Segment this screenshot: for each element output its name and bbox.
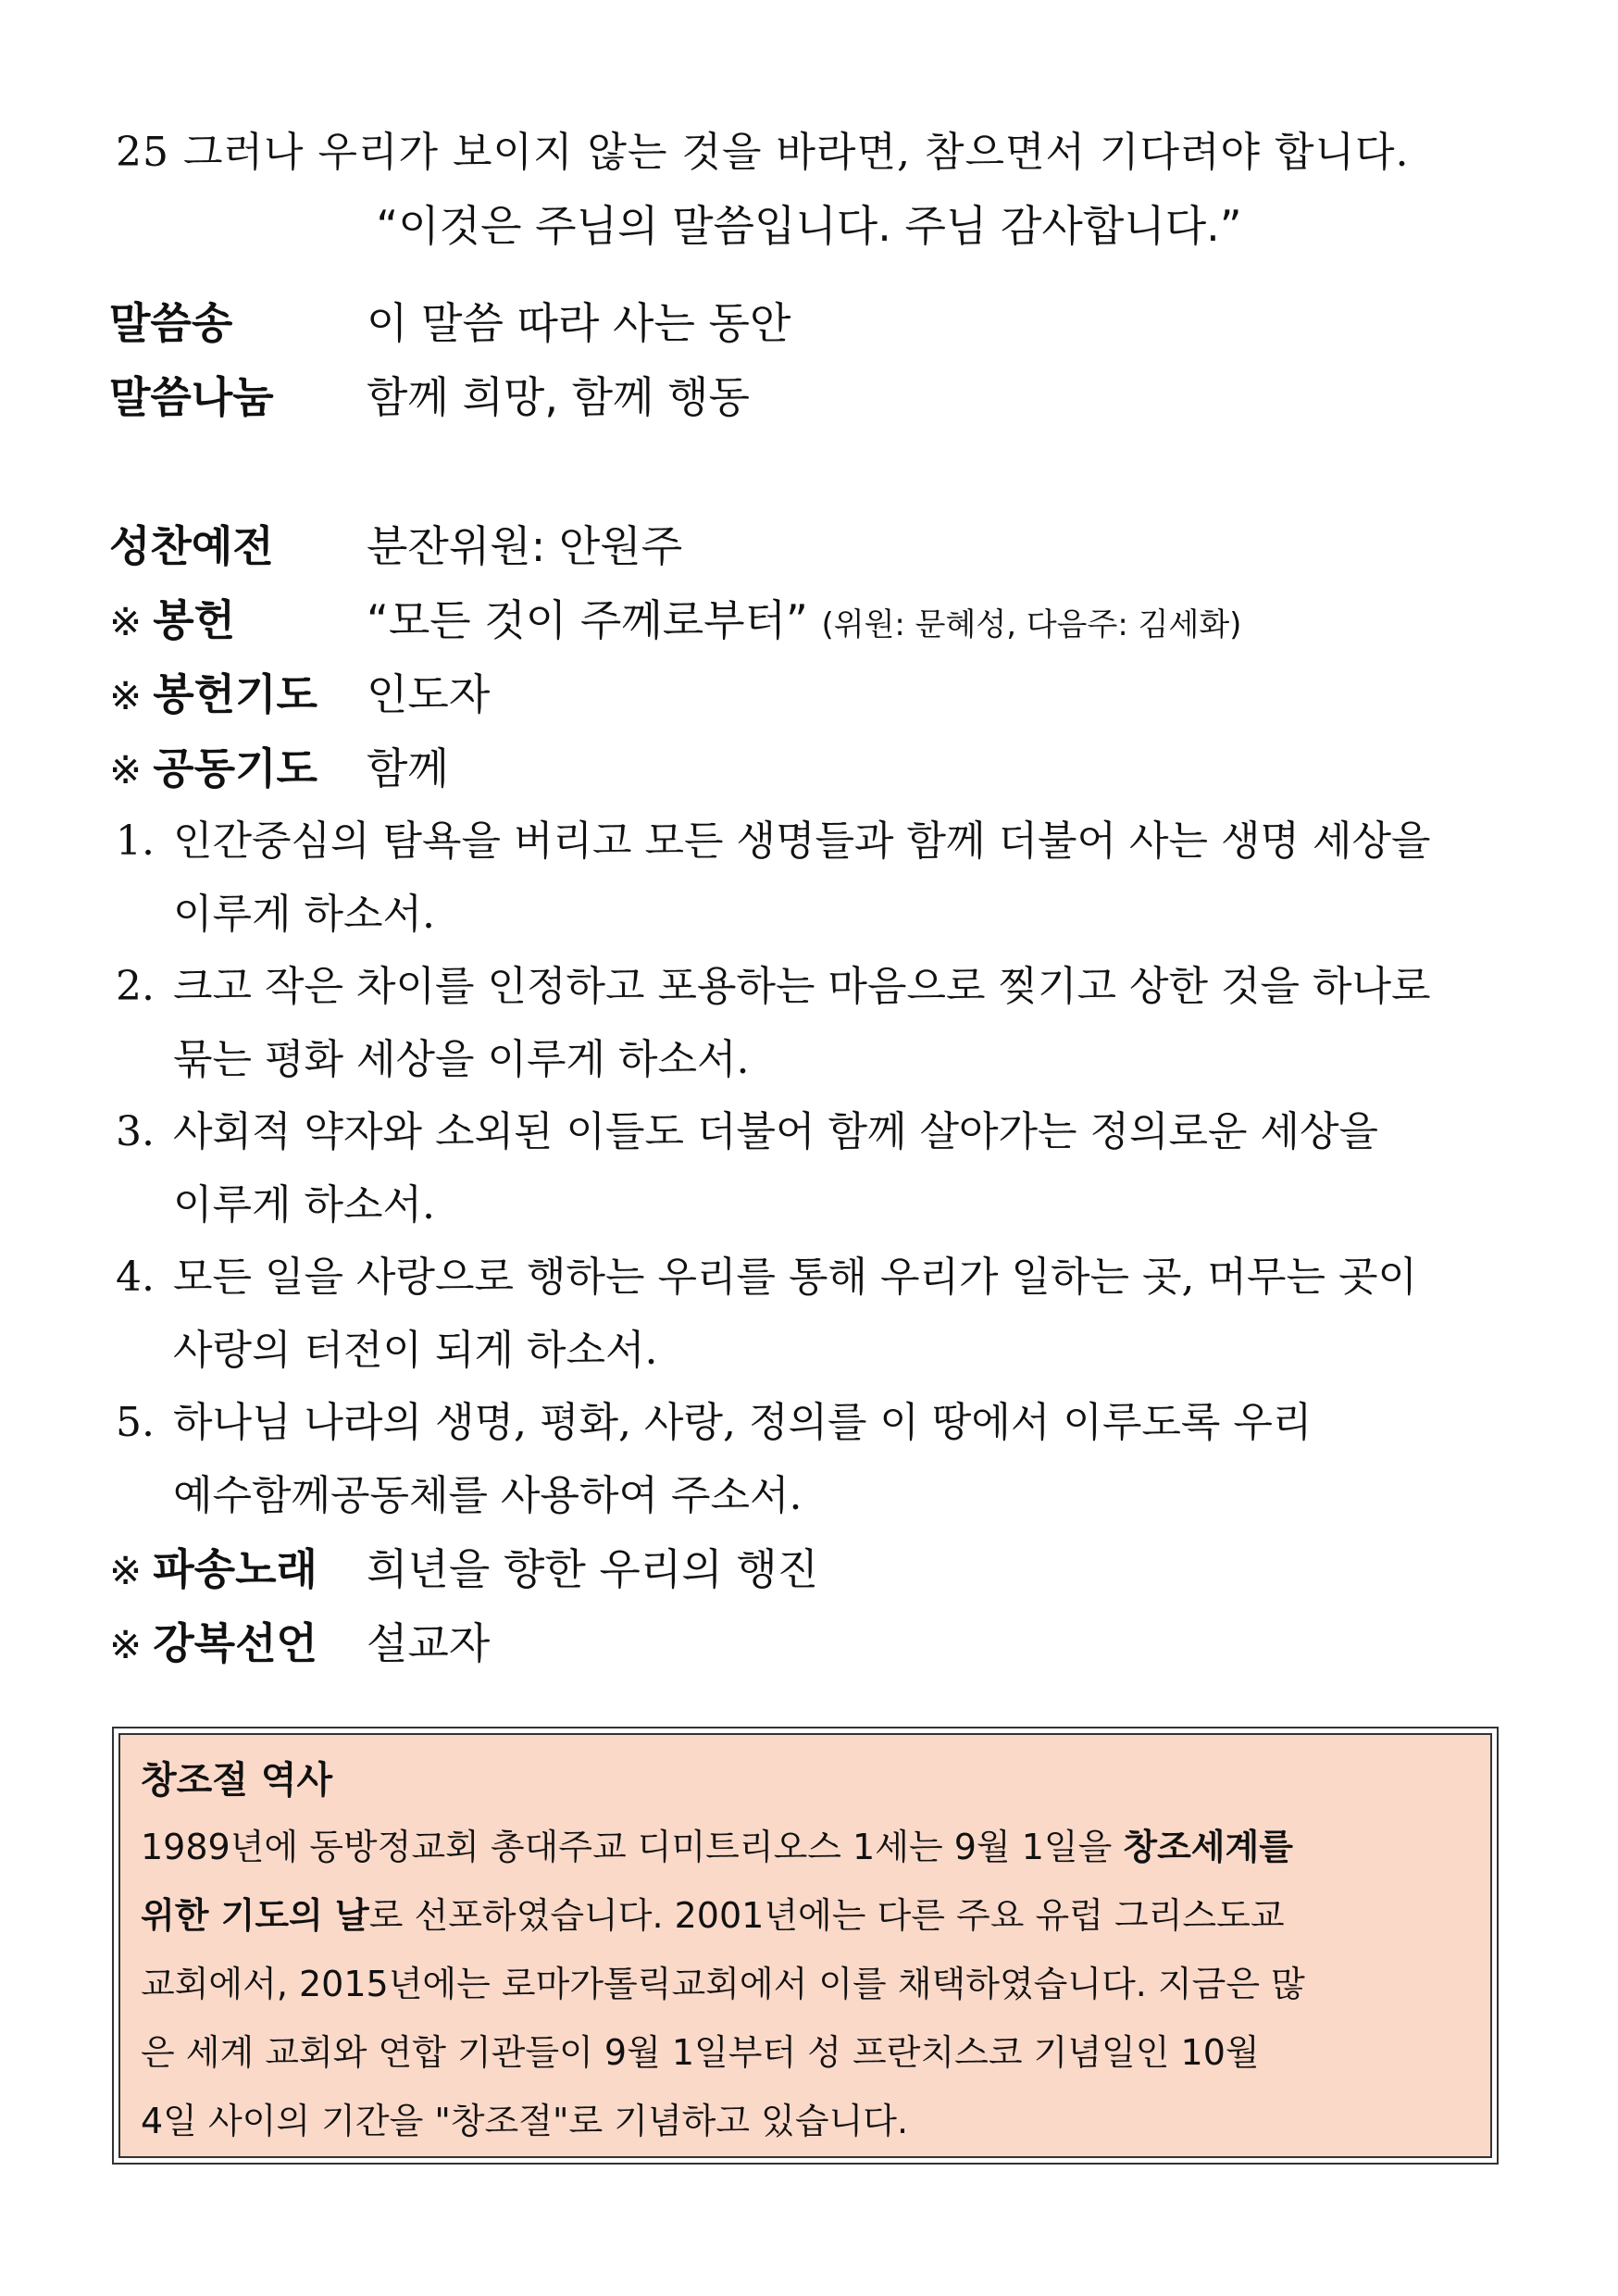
history-title: 창조절 역사 <box>141 1759 333 1802</box>
order-value: 함께 <box>367 743 449 793</box>
history-line: 위한 기도의 날로 선포하였습니다. 2001년에는 다른 주요 유럽 그리스도교 <box>141 1895 1285 1936</box>
prayer-item: 5. 하나님 나라의 생명, 평화, 사랑, 정의를 이 땅에서 이루도록 우리 예수함께공동체를 사용하여 주소서. <box>116 1399 1313 1519</box>
prayer-item: 1. 인간중심의 탐욕을 버리고 모든 생명들과 함께 더불어 사는 생명 세상을 이루게 하소서. <box>116 817 1431 938</box>
standing-mark-icon: ※ <box>109 599 143 644</box>
order-value: 설교자 <box>367 1618 491 1668</box>
order-value: “모든 것이 주께로부터” (위원: 문혜성, 다음주: 김세화) <box>367 595 1242 645</box>
order-label: 말씀나눔 <box>109 372 274 422</box>
history-line: 교회에서, 2015년에는 로마가톨릭교회에서 이를 채택하였습니다. 지금은 많 <box>141 1964 1305 2004</box>
standing-mark-icon: ※ <box>109 747 143 792</box>
history-line: 4일 사이의 기간을 "창조절"로 기념하고 있습니다. <box>141 2101 909 2141</box>
history-box <box>112 1727 1499 2165</box>
history-line: 1989년에 동방정교회 총대주교 디미트리오스 1세는 9월 1일을 창조세계를 <box>141 1827 1293 1867</box>
history-box-inner <box>118 1733 1492 2158</box>
order-value: 희년을 향한 우리의 행진 <box>367 1544 819 1594</box>
order-value: 함께 희망, 함께 행동 <box>367 372 750 422</box>
order-value: 이 말씀 따라 사는 동안 <box>367 298 791 348</box>
history-line: 은 세계 교회와 연합 기관들이 9월 1일부터 성 프란치스코 기념일인 10월 <box>141 2032 1260 2073</box>
prayer-item: 3. 사회적 약자와 소외된 이들도 더불어 함께 살아가는 정의로운 세상을 이루게 하소서. <box>116 1108 1378 1229</box>
order-label: ※ 봉헌 <box>109 595 236 645</box>
prayer-item: 4. 모든 일을 사랑으로 행하는 우리를 통해 우리가 일하는 곳, 머무는 곳이 사랑의 터전이 되게 하소서. <box>116 1254 1417 1374</box>
order-label: 말씀송 <box>109 298 233 348</box>
order-label: ※ 봉헌기도 <box>109 669 317 719</box>
order-value: 인도자 <box>367 669 491 719</box>
order-label: ※ 강복선언 <box>109 1618 317 1668</box>
order-value: 분잔위원: 안원주 <box>367 521 683 571</box>
offering-note: (위원: 문혜성, 다음주: 김세화) <box>821 606 1242 643</box>
scripture-closing: “이것은 주님의 말씀입니다. 주님 감사합니다.” <box>376 201 1242 251</box>
order-label: 성찬예전 <box>109 521 274 571</box>
scripture-verse: 25 그러나 우리가 보이지 않는 것을 바라면, 참으면서 기다려야 합니다. <box>116 129 1410 176</box>
order-label: ※ 공동기도 <box>109 743 317 793</box>
standing-mark-icon: ※ <box>109 1622 143 1667</box>
standing-mark-icon: ※ <box>109 673 143 718</box>
standing-mark-icon: ※ <box>109 1548 143 1593</box>
order-label: ※ 파송노래 <box>109 1544 317 1594</box>
prayer-item: 2. 크고 작은 차이를 인정하고 포용하는 마음으로 찢기고 상한 것을 하나로 묶는 평화 세상을 이루게 하소서. <box>116 963 1431 1083</box>
